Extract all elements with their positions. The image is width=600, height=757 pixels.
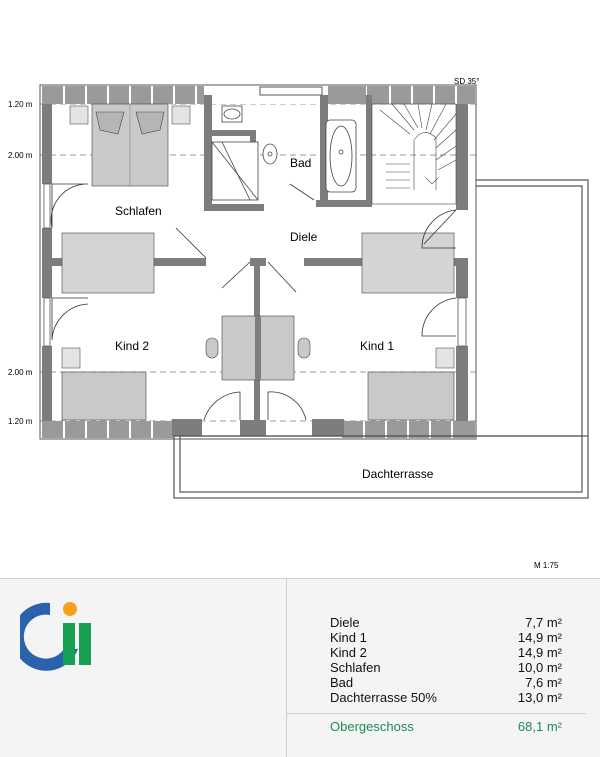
area-room: Kind 1 [330,630,367,645]
room-label-schlafen: Schlafen [115,204,162,218]
area-room: Dachterrasse 50% [330,690,437,705]
desk [206,316,310,380]
staircase [372,104,456,204]
area-room: Kind 2 [330,645,367,660]
info-panel [0,578,600,757]
area-row-schlafen [330,660,562,675]
company-logo [20,599,100,679]
double-bed [92,104,168,186]
area-row-kind1 [330,630,562,645]
bathroom-fixtures [212,106,356,200]
area-value: 10,0 m² [517,660,562,675]
total-value: 68,1 m² [517,719,562,734]
kind2-nightstand [62,348,80,368]
scale-label: M 1:75 [534,561,559,570]
area-value: 14,9 m² [517,630,562,645]
total-separator [286,713,586,714]
kind1-bed-top [362,233,454,293]
area-row-kind2 [330,645,562,660]
kind2-bed [62,372,146,420]
height-mark-top-high: 2.00 m [8,151,33,160]
area-row-bad [330,675,562,690]
roof-eave-top [42,86,475,104]
area-value: 7,6 m² [525,675,562,690]
area-value: 13,0 m² [517,690,562,705]
area-row-diele [330,615,562,630]
height-mark-top-low: 1.20 m [8,100,33,109]
room-label-kind2: Kind 2 [115,339,150,353]
area-room: Bad [330,675,354,690]
area-room: Schlafen [330,660,381,675]
room-label-kind1: Kind 1 [360,339,395,353]
roof-pitch-label: SD 35° [454,77,480,86]
room-label-terrace: Dachterrasse [362,467,434,481]
total-label: Obergeschoss [330,719,414,734]
area-value: 14,9 m² [517,645,562,660]
area-table [330,615,562,734]
area-total-row [330,719,562,734]
kind1-bed [368,372,454,420]
kind1-nightstand [436,348,454,368]
area-row-dachterrasse [330,690,562,705]
kind2-bed-top [62,233,154,293]
area-value: 7,7 m² [525,615,562,630]
room-label-diele: Diele [290,230,318,244]
room-label-bad: Bad [290,156,312,170]
height-mark-bottom-low: 1.20 m [8,417,33,426]
schlafen-nightstand [70,106,88,124]
schlafen-nightstand-2 [172,106,190,124]
height-mark-bottom-high: 2.00 m [8,368,33,377]
panel-divider [286,579,287,757]
area-room: Diele [330,615,360,630]
